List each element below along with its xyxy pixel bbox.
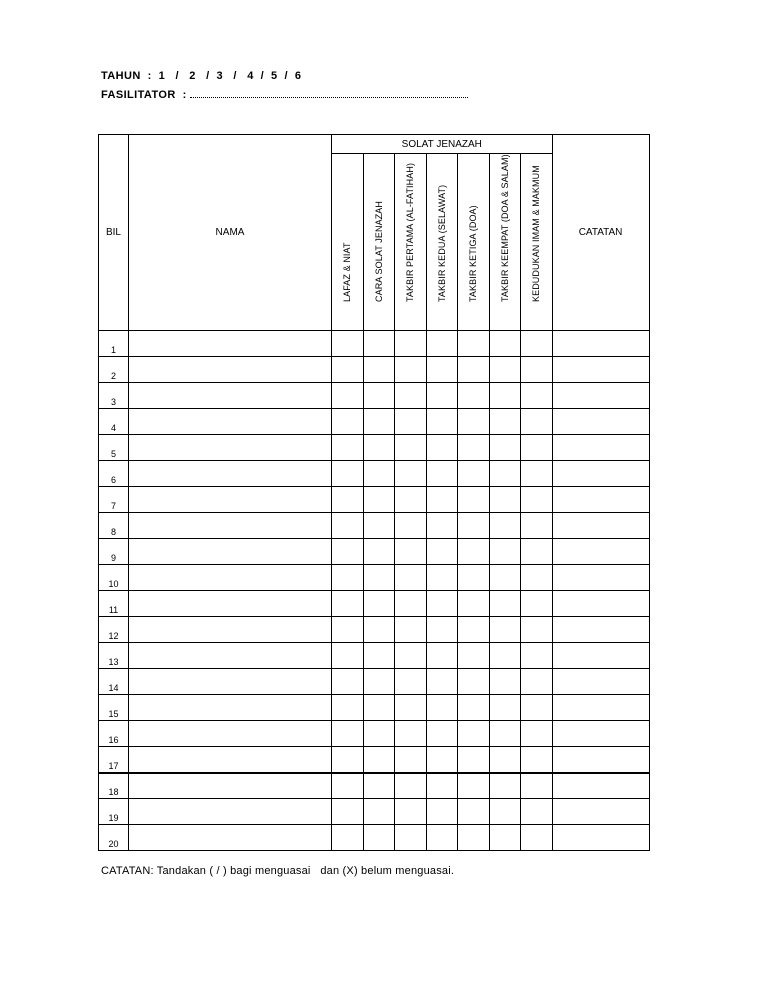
criterion-check-cell[interactable] <box>489 409 521 435</box>
criterion-check-cell[interactable] <box>521 747 553 773</box>
criterion-check-cell[interactable] <box>332 461 364 487</box>
criterion-check-cell[interactable] <box>395 825 427 851</box>
criterion-check-cell[interactable] <box>395 435 427 461</box>
name-cell[interactable] <box>129 773 332 799</box>
criterion-check-cell[interactable] <box>332 617 364 643</box>
criterion-check-cell[interactable] <box>395 383 427 409</box>
catatan-cell[interactable] <box>552 487 649 513</box>
criterion-check-cell[interactable] <box>521 799 553 825</box>
criterion-check-cell[interactable] <box>395 643 427 669</box>
criterion-check-cell[interactable] <box>426 565 458 591</box>
table-row <box>99 617 650 643</box>
criterion-check-cell[interactable] <box>458 591 490 617</box>
criterion-check-cell[interactable] <box>458 331 490 357</box>
criterion-check-cell[interactable] <box>363 487 395 513</box>
name-cell[interactable] <box>129 513 332 539</box>
criterion-check-cell[interactable] <box>332 643 364 669</box>
criterion-check-cell[interactable] <box>332 539 364 565</box>
assessment-table <box>98 134 650 851</box>
criterion-check-cell[interactable] <box>426 435 458 461</box>
criterion-check-cell[interactable] <box>458 617 490 643</box>
criterion-check-cell[interactable] <box>489 773 521 799</box>
criterion-label: KEDUDUKAN IMAM & MAKMUM <box>531 165 542 302</box>
criterion-check-cell[interactable] <box>489 383 521 409</box>
catatan-cell[interactable] <box>552 357 649 383</box>
name-cell[interactable] <box>129 643 332 669</box>
name-cell[interactable] <box>129 461 332 487</box>
criterion-check-cell[interactable] <box>395 799 427 825</box>
row-number: 18 <box>99 773 129 799</box>
criterion-check-cell[interactable] <box>426 357 458 383</box>
criterion-check-cell[interactable] <box>489 513 521 539</box>
table-row <box>99 539 650 565</box>
row-number: 1 <box>99 331 129 357</box>
criterion-check-cell[interactable] <box>521 331 553 357</box>
criterion-check-cell[interactable] <box>363 513 395 539</box>
catatan-cell[interactable] <box>552 409 649 435</box>
row-number: 8 <box>99 513 129 539</box>
criterion-check-cell[interactable] <box>332 695 364 721</box>
row-number: 4 <box>99 409 129 435</box>
catatan-cell[interactable] <box>552 695 649 721</box>
table-row <box>99 383 650 409</box>
table-row <box>99 591 650 617</box>
criterion-check-cell[interactable] <box>332 409 364 435</box>
criterion-check-cell[interactable] <box>426 695 458 721</box>
row-number: 13 <box>99 643 129 669</box>
table-row <box>99 799 650 825</box>
header-criterion-4 <box>426 154 458 331</box>
catatan-cell[interactable] <box>552 669 649 695</box>
criterion-check-cell[interactable] <box>489 461 521 487</box>
criterion-check-cell[interactable] <box>521 773 553 799</box>
criterion-label: TAKBIR KEEMPAT (DOA & SALAM) <box>499 154 510 302</box>
criterion-check-cell[interactable] <box>395 695 427 721</box>
row-number: 15 <box>99 695 129 721</box>
catatan-cell[interactable] <box>552 565 649 591</box>
facilitator-line <box>101 88 468 101</box>
table-row <box>99 643 650 669</box>
catatan-cell[interactable] <box>552 617 649 643</box>
criterion-check-cell[interactable] <box>489 695 521 721</box>
row-number: 14 <box>99 669 129 695</box>
criterion-check-cell[interactable] <box>363 539 395 565</box>
catatan-cell[interactable] <box>552 461 649 487</box>
table-row <box>99 695 650 721</box>
catatan-cell[interactable] <box>552 331 649 357</box>
criterion-check-cell[interactable] <box>458 747 490 773</box>
criterion-check-cell[interactable] <box>426 799 458 825</box>
name-cell[interactable] <box>129 617 332 643</box>
criterion-check-cell[interactable] <box>363 669 395 695</box>
criterion-check-cell[interactable] <box>458 513 490 539</box>
criterion-check-cell[interactable] <box>458 487 490 513</box>
catatan-cell[interactable] <box>552 773 649 799</box>
criterion-check-cell[interactable] <box>426 539 458 565</box>
criterion-check-cell[interactable] <box>458 669 490 695</box>
criterion-check-cell[interactable] <box>458 539 490 565</box>
criterion-check-cell[interactable] <box>426 669 458 695</box>
criterion-check-cell[interactable] <box>332 669 364 695</box>
criterion-check-cell[interactable] <box>489 539 521 565</box>
criterion-check-cell[interactable] <box>458 565 490 591</box>
header-solat-jenazah: SOLAT JENAZAH <box>332 135 553 154</box>
criterion-check-cell[interactable] <box>489 331 521 357</box>
header-criterion-2 <box>363 154 395 331</box>
table-row <box>99 409 650 435</box>
name-cell[interactable] <box>129 591 332 617</box>
name-cell[interactable] <box>129 695 332 721</box>
row-number: 3 <box>99 383 129 409</box>
name-cell[interactable] <box>129 409 332 435</box>
criterion-check-cell[interactable] <box>363 825 395 851</box>
criterion-check-cell[interactable] <box>395 357 427 383</box>
criterion-check-cell[interactable] <box>521 409 553 435</box>
criterion-check-cell[interactable] <box>395 565 427 591</box>
criterion-check-cell[interactable] <box>332 773 364 799</box>
criterion-check-cell[interactable] <box>489 747 521 773</box>
criterion-check-cell[interactable] <box>332 435 364 461</box>
name-cell[interactable] <box>129 539 332 565</box>
criterion-check-cell[interactable] <box>426 721 458 747</box>
catatan-cell[interactable] <box>552 825 649 851</box>
name-cell[interactable] <box>129 357 332 383</box>
table-row <box>99 825 650 851</box>
criterion-check-cell[interactable] <box>521 383 553 409</box>
criterion-check-cell[interactable] <box>458 695 490 721</box>
criterion-check-cell[interactable] <box>521 695 553 721</box>
criterion-check-cell[interactable] <box>458 461 490 487</box>
facilitator-label: FASILITATOR : <box>101 89 187 101</box>
criterion-check-cell[interactable] <box>363 565 395 591</box>
criterion-check-cell[interactable] <box>395 617 427 643</box>
criterion-check-cell[interactable] <box>489 565 521 591</box>
criterion-check-cell[interactable] <box>458 435 490 461</box>
header-catatan: CATATAN <box>552 135 649 331</box>
row-number: 2 <box>99 357 129 383</box>
criterion-check-cell[interactable] <box>426 383 458 409</box>
criterion-check-cell[interactable] <box>521 435 553 461</box>
criterion-check-cell[interactable] <box>458 357 490 383</box>
catatan-cell[interactable] <box>552 721 649 747</box>
criterion-check-cell[interactable] <box>332 721 364 747</box>
criterion-check-cell[interactable] <box>426 513 458 539</box>
criterion-label: CARA SOLAT JENAZAH <box>373 201 384 302</box>
criterion-check-cell[interactable] <box>332 825 364 851</box>
catatan-cell[interactable] <box>552 383 649 409</box>
criterion-check-cell[interactable] <box>395 409 427 435</box>
criterion-check-cell[interactable] <box>458 643 490 669</box>
criterion-check-cell[interactable] <box>395 331 427 357</box>
criterion-check-cell[interactable] <box>521 513 553 539</box>
header-criterion-5 <box>458 154 490 331</box>
criterion-check-cell[interactable] <box>489 591 521 617</box>
criterion-check-cell[interactable] <box>363 461 395 487</box>
criterion-check-cell[interactable] <box>363 357 395 383</box>
criterion-check-cell[interactable] <box>426 773 458 799</box>
criterion-check-cell[interactable] <box>332 747 364 773</box>
table-row <box>99 331 650 357</box>
criterion-label: TAKBIR PERTAMA (AL-FATIHAH) <box>405 162 416 302</box>
criterion-check-cell[interactable] <box>332 331 364 357</box>
row-number: 7 <box>99 487 129 513</box>
criterion-check-cell[interactable] <box>521 617 553 643</box>
row-number: 9 <box>99 539 129 565</box>
catatan-cell[interactable] <box>552 513 649 539</box>
criterion-check-cell[interactable] <box>426 409 458 435</box>
criterion-check-cell[interactable] <box>363 643 395 669</box>
table-row <box>99 487 650 513</box>
criterion-check-cell[interactable] <box>489 643 521 669</box>
criterion-label: TAKBIR KEDUA (SELAWAT) <box>436 184 447 302</box>
facilitator-blank-field[interactable] <box>190 88 468 98</box>
row-number: 11 <box>99 591 129 617</box>
table-row <box>99 357 650 383</box>
table-row <box>99 773 650 799</box>
name-cell[interactable] <box>129 565 332 591</box>
criterion-check-cell[interactable] <box>521 565 553 591</box>
criterion-check-cell[interactable] <box>426 747 458 773</box>
header-nama: NAMA <box>129 135 332 331</box>
criterion-check-cell[interactable] <box>458 825 490 851</box>
row-number: 5 <box>99 435 129 461</box>
table-row <box>99 565 650 591</box>
criterion-check-cell[interactable] <box>489 825 521 851</box>
criterion-check-cell[interactable] <box>332 565 364 591</box>
criterion-check-cell[interactable] <box>426 617 458 643</box>
criterion-check-cell[interactable] <box>521 643 553 669</box>
name-cell[interactable] <box>129 487 332 513</box>
criterion-check-cell[interactable] <box>332 799 364 825</box>
criterion-label: LAFAZ & NIAT <box>342 242 353 302</box>
criterion-check-cell[interactable] <box>521 591 553 617</box>
criterion-check-cell[interactable] <box>458 799 490 825</box>
criterion-check-cell[interactable] <box>395 487 427 513</box>
criterion-check-cell[interactable] <box>458 383 490 409</box>
criterion-check-cell[interactable] <box>332 383 364 409</box>
criterion-check-cell[interactable] <box>332 357 364 383</box>
criterion-check-cell[interactable] <box>363 331 395 357</box>
criterion-check-cell[interactable] <box>426 461 458 487</box>
criterion-check-cell[interactable] <box>363 435 395 461</box>
criterion-check-cell[interactable] <box>363 721 395 747</box>
row-number: 20 <box>99 825 129 851</box>
criterion-check-cell[interactable] <box>489 799 521 825</box>
row-number: 19 <box>99 799 129 825</box>
criterion-check-cell[interactable] <box>332 513 364 539</box>
criterion-check-cell[interactable] <box>489 721 521 747</box>
row-number: 10 <box>99 565 129 591</box>
table-row <box>99 747 650 773</box>
name-cell[interactable] <box>129 331 332 357</box>
criterion-check-cell[interactable] <box>489 617 521 643</box>
name-cell[interactable] <box>129 669 332 695</box>
criterion-check-cell[interactable] <box>489 487 521 513</box>
criterion-check-cell[interactable] <box>521 669 553 695</box>
catatan-cell[interactable] <box>552 435 649 461</box>
criterion-check-cell[interactable] <box>395 461 427 487</box>
criterion-check-cell[interactable] <box>363 383 395 409</box>
name-cell[interactable] <box>129 825 332 851</box>
criterion-check-cell[interactable] <box>395 669 427 695</box>
catatan-cell[interactable] <box>552 799 649 825</box>
criterion-check-cell[interactable] <box>363 695 395 721</box>
criterion-check-cell[interactable] <box>426 487 458 513</box>
header-bil: BIL <box>99 135 129 331</box>
name-cell[interactable] <box>129 435 332 461</box>
table-row <box>99 435 650 461</box>
criterion-check-cell[interactable] <box>332 591 364 617</box>
criterion-check-cell[interactable] <box>458 773 490 799</box>
criterion-check-cell[interactable] <box>521 461 553 487</box>
criterion-label: TAKBIR KETIGA (DOA) <box>468 205 479 302</box>
table-row <box>99 513 650 539</box>
criterion-check-cell[interactable] <box>395 747 427 773</box>
criterion-check-cell[interactable] <box>363 591 395 617</box>
criterion-check-cell[interactable] <box>426 331 458 357</box>
criterion-check-cell[interactable] <box>458 721 490 747</box>
catatan-cell[interactable] <box>552 591 649 617</box>
criterion-check-cell[interactable] <box>521 539 553 565</box>
criterion-check-cell[interactable] <box>395 591 427 617</box>
catatan-cell[interactable] <box>552 643 649 669</box>
criterion-check-cell[interactable] <box>332 487 364 513</box>
header-criterion-3 <box>395 154 427 331</box>
criterion-check-cell[interactable] <box>363 799 395 825</box>
criterion-check-cell[interactable] <box>521 487 553 513</box>
criterion-check-cell[interactable] <box>521 721 553 747</box>
year-selector-text: TAHUN : 1 / 2 / 3 / 4 / 5 / 6 <box>101 70 302 82</box>
catatan-cell[interactable] <box>552 747 649 773</box>
criterion-check-cell[interactable] <box>458 409 490 435</box>
row-number: 16 <box>99 721 129 747</box>
criterion-check-cell[interactable] <box>426 643 458 669</box>
criterion-check-cell[interactable] <box>363 617 395 643</box>
table-row <box>99 461 650 487</box>
criterion-check-cell[interactable] <box>363 747 395 773</box>
row-number: 6 <box>99 461 129 487</box>
header-criterion-7 <box>521 154 553 331</box>
name-cell[interactable] <box>129 383 332 409</box>
criterion-check-cell[interactable] <box>395 773 427 799</box>
header-criterion-1 <box>332 154 364 331</box>
criterion-check-cell[interactable] <box>395 513 427 539</box>
criterion-check-cell[interactable] <box>395 539 427 565</box>
table-row <box>99 721 650 747</box>
criterion-check-cell[interactable] <box>489 357 521 383</box>
criterion-check-cell[interactable] <box>489 669 521 695</box>
row-number: 17 <box>99 747 129 773</box>
footer-note: CATATAN: Tandakan ( / ) bagi menguasai dan (X) belum menguasai. <box>101 865 455 877</box>
name-cell[interactable] <box>129 721 332 747</box>
criterion-check-cell[interactable] <box>521 825 553 851</box>
name-cell[interactable] <box>129 799 332 825</box>
row-number: 12 <box>99 617 129 643</box>
criterion-check-cell[interactable] <box>426 825 458 851</box>
criterion-check-cell[interactable] <box>521 357 553 383</box>
header-criterion-6 <box>489 154 521 331</box>
criterion-check-cell[interactable] <box>395 721 427 747</box>
table-row <box>99 669 650 695</box>
criterion-check-cell[interactable] <box>489 435 521 461</box>
criterion-check-cell[interactable] <box>363 409 395 435</box>
criterion-check-cell[interactable] <box>363 773 395 799</box>
name-cell[interactable] <box>129 747 332 773</box>
criterion-check-cell[interactable] <box>426 591 458 617</box>
catatan-cell[interactable] <box>552 539 649 565</box>
